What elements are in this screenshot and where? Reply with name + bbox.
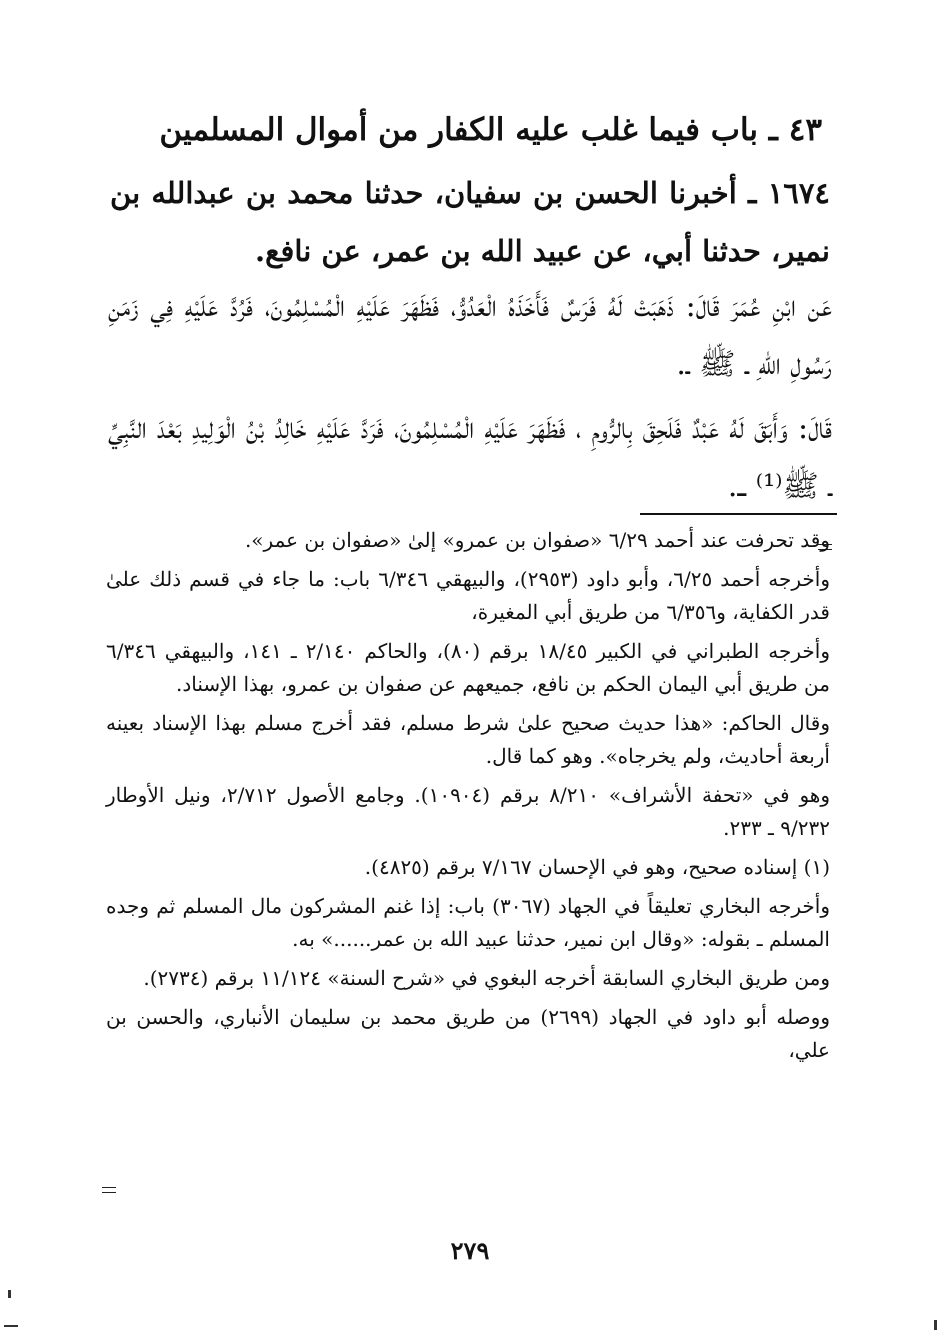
- footnotes: [106, 524, 830, 1073]
- hadith-matn-second: قَالَ: وَأَبَقَ لَهُ عَبْدٌ فَلَحِقَ بِالرُّومِ ، فَظَهَرَ عَلَيْهِ الْمُسْلِمُونَ، فَرَدَّ عَلَيْهِ خَالِدُ بْنُ الْوَلِيدِ بَعْدَ النَّبِيِّ ـ ﷺ⁽¹⁾ ـ.: [108, 411, 832, 504]
- hadith-isnad: ١٦٧٤ ـ أخبرنا الحسن بن سفيان، حدثنا محمد بن عبدالله بن نمير، حدثنا أبي، عن عبيد الله بن عمر، عن نافع.: [110, 176, 830, 268]
- footnote-paragraph: ووصله أبو داود في الجهاد (٢٦٩٩) من طريق محمد بن سليمان الأنباري، والحسن بن علي،: [106, 1005, 830, 1062]
- footnote-paragraph: وأخرجه الطبراني في الكبير ١٨/٤٥ برقم (٨٠)، والحاكم ٢/١٤٠ ـ ١٤١، والبيهقي ٦/٣٤٦ من طريق أبي اليمان الحكم بن نافع، جميعهم عن صفوان بن عمرو، بهذا الإسناد.: [106, 639, 830, 696]
- footnote-paragraph: ومن طريق البخاري السابقة أخرجه البغوي في «شرح السنة» ١١/١٢٤ برقم (٢٧٣٤).: [143, 966, 830, 990]
- footnote-paragraph: (١) إسناده صحيح، وهو في الإحسان ٧/١٦٧ برقم (٤٨٢٥).: [364, 855, 830, 879]
- hadith-matn-first: عَن ابْنِ عُمَرَ قَالَ: ذَهَبَتْ لَهُ فَرَسٌ فَأَخَذَهُ الْعَدُوُّ، فَظَهَرَ عَلَيْهِ الْمُسْلِمُونَ، فَرُدَّ عَلَيْهِ فِي زَمَنِ رَسُولِ اللهِ ـ ﷺ ـ.: [108, 289, 832, 382]
- footnote-paragraph: وقد تحرفت عند أحمد ٦/٢٩ «صفوان بن عمرو» إلىٰ «صفوان بن عمر».: [244, 528, 830, 552]
- scan-artifact: [4, 1325, 18, 1327]
- continuation-mark-bottom: [102, 1187, 116, 1193]
- chapter-title: ٤٣ ـ باب فيما غلب عليه الكفار من أموال المسلمين: [159, 112, 822, 148]
- footnote-paragraph: وأخرجه البخاري تعليقاً في الجهاد (٣٠٦٧) باب: إذا غنم المشركون مال المسلم ثم وجده المسلم ـ بقوله: «وقال ابن نمير، حدثنا عبيد الله بن عمر......» به.: [106, 894, 831, 951]
- scan-artifact: [934, 1320, 937, 1330]
- page-number: ٢٧٩: [450, 1236, 490, 1265]
- footnote-paragraph: وقال الحاكم: «هذا حديث صحيح علىٰ شرط مسلم، فقد أخرج مسلم بهذا الإسناد بعينه أربعة أحاديث، ولم يخرجاه». وهو كما قال.: [106, 711, 830, 768]
- footnote-paragraph: وأخرجه أحمد ٦/٢٥، وأبو داود (٢٩٥٣)، والبيهقي ٦/٣٤٦ باب: ما جاء في قسم ذلك علىٰ قدر الكفاية، و٦/٣٥٦ من طريق أبي المغيرة،: [106, 567, 830, 624]
- footnote-divider: [640, 513, 837, 515]
- footnote-paragraph: وهو في «تحفة الأشراف» ٨/٢١٠ برقم (١٠٩٠٤). وجامع الأصول ٢/٧١٢، ونيل الأوطار ٩/٢٣٢ ـ ٢٣٣.: [106, 783, 831, 840]
- scan-artifact: [8, 1290, 11, 1298]
